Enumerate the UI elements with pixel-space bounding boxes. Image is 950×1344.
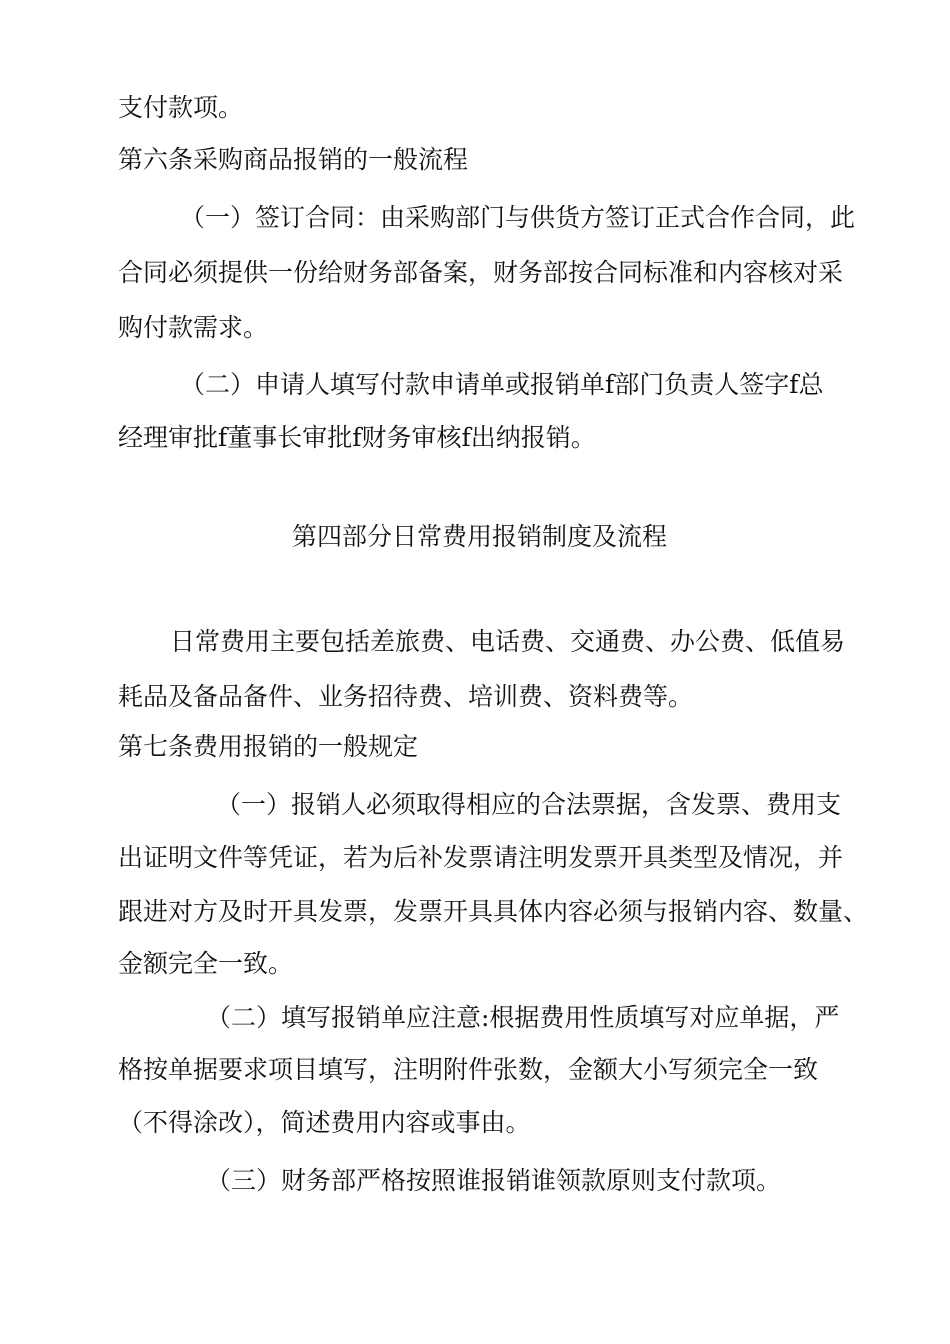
text-line: （二）申请人填写付款申请单或报销单f部门负责人签字f总 [180, 370, 824, 399]
text-line: 经理审批f董事长审批f财务审核f出纳报销。 [118, 423, 596, 452]
section-heading: 第六条采购商品报销的一般流程 [118, 145, 469, 174]
text-line: 出证明文件等凭证，若为后补发票请注明发票开具类型及情况，并 [118, 843, 844, 872]
section-heading: 第七条费用报销的一般规定 [118, 732, 419, 761]
text-line: （一）签订合同：由采购部门与供货方签订正式合作合同，此 [180, 203, 856, 232]
text-line: 格按单据要求项目填写，注明附件张数，金额大小写须完全一致 [118, 1055, 819, 1084]
text-line: （不得涂改），简述费用内容或事由。 [118, 1108, 531, 1137]
text-line: 购付款需求。 [118, 313, 269, 342]
part-title: 第四部分日常费用报销制度及流程 [292, 522, 668, 551]
text-line: 耗品及备品备件、业务招待费、培训费、资料费等。 [118, 682, 694, 711]
text-line: 合同必须提供一份给财务部备案，财务部按合同标准和内容核对采 [118, 258, 844, 287]
text-line: 日常费用主要包括差旅费、电话费、交通费、办公费、低值易 [170, 627, 846, 656]
text-line: （三）财务部严格按照谁报销谁领款原则支付款项。 [206, 1166, 782, 1195]
text-line: 金额完全一致。 [118, 949, 294, 978]
text-line: （一）报销人必须取得相应的合法票据，含发票、费用支 [216, 790, 842, 819]
text-line: 跟进对方及时开具发票，发票开具具体内容必须与报销内容、数量、 [118, 897, 869, 926]
text-line: （二）填写报销单应注意:根据费用性质填写对应单据，严 [206, 1003, 840, 1032]
text-line: 支付款项。 [118, 93, 244, 122]
